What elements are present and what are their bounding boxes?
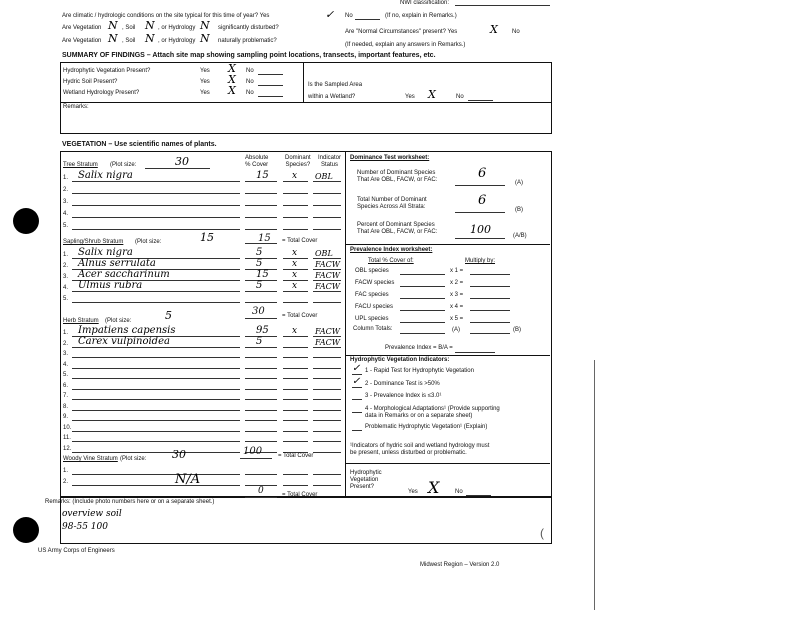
tree-row-line — [72, 229, 240, 230]
shrub-label: Sapling/Shrub Stratum — [63, 239, 124, 245]
vine-row-number: 2. — [63, 479, 69, 485]
herb-row-number: 8. — [63, 403, 69, 410]
summary-hyd-no: No — [246, 90, 254, 96]
vine-total-line — [245, 497, 277, 498]
tree-row-number: 1. — [63, 175, 69, 181]
prevalence-row-mult: x 3 = — [450, 292, 464, 298]
dominance-q2-tag: (B) — [515, 207, 523, 213]
prevalence-tag-a: (A) — [452, 327, 460, 333]
row3-veg-label: Are Vegetation — [62, 38, 102, 44]
prevalence-row-label: FACW species — [355, 280, 395, 286]
shrub-dom-line — [283, 302, 308, 303]
herb-dom-line — [283, 357, 308, 358]
herb-ind-line — [313, 389, 341, 390]
herb-row-line — [72, 399, 240, 400]
tree-label: Tree Stratum — [63, 162, 98, 168]
summary-soil-mark: X — [228, 73, 236, 86]
tree-ind-line — [313, 229, 341, 230]
row3-soil-label: , Soil — [122, 38, 136, 44]
shrub-row-dominant: x — [292, 281, 298, 291]
shrub-cover-line — [245, 302, 277, 303]
remarks-hw1: overview soil — [62, 509, 122, 519]
shrub-row-dominant: x — [292, 248, 298, 258]
herb-row-line — [72, 368, 240, 369]
prevalence-row-label: FACU species — [355, 304, 394, 310]
shrub-row-dominant: x — [292, 259, 298, 269]
herb-cover-line — [245, 389, 277, 390]
sampled-mark: X — [428, 88, 436, 101]
prevalence-row-result-line — [470, 310, 510, 311]
prevalence-row-result-line — [470, 286, 510, 287]
row2-soil-val: N — [145, 19, 155, 32]
summary-veg-no-line — [258, 74, 283, 75]
herb-row-line — [72, 378, 240, 379]
vine-ind-line — [313, 485, 341, 486]
vine-total-cover: = Total Cover — [282, 492, 318, 498]
footer-left: US Army Corps of Engineers — [38, 548, 115, 554]
dominance-q2-line — [455, 212, 505, 213]
hydrophytic-mark: X — [428, 478, 440, 497]
prevalence-row-label: OBL species — [355, 268, 389, 274]
tree-row-line — [72, 217, 240, 218]
herb-row-line — [72, 410, 240, 411]
sampled-no-line — [468, 100, 493, 101]
prevalence-h1: Total % Cover of: — [368, 258, 414, 264]
summary-soil-no: No — [246, 79, 254, 85]
dominance-q1-tag: (A) — [515, 180, 523, 186]
prevalence-row-label: FAC species — [355, 292, 389, 298]
summary-divider-v — [303, 62, 304, 102]
tree-ind-line — [313, 217, 341, 218]
herb-dom-line — [283, 347, 308, 348]
herb-row-cover: 95 — [256, 325, 269, 336]
herb-row-species: Impatiens capensis — [78, 325, 176, 336]
dominance-q1: Number of Dominant Species That Are OBL, FACW, or FAC: — [357, 170, 438, 183]
summary-hyd-no-line — [258, 96, 283, 97]
dominance-q3: Percent of Dominant Species That Are OBL, FACW, or FAC: — [357, 222, 438, 235]
footer-right: Midwest Region – Version 2.0 — [420, 562, 500, 568]
prevalence-row-line — [400, 286, 445, 287]
herb-row-line — [72, 389, 240, 390]
vine-plot-val: 30 — [172, 448, 186, 461]
herb-row-number: 9. — [63, 414, 69, 420]
indicator-check-line — [352, 412, 362, 413]
herb-row-number: 1. — [63, 330, 69, 336]
shrub-row-species: Acer saccharinum — [78, 269, 170, 280]
tree-cover-line — [245, 205, 277, 206]
row2-normal: Are "Normal Circumstances" present? Yes — [345, 29, 458, 35]
shrub-row-cover: 5 — [256, 247, 263, 258]
herb-cover-line — [245, 420, 277, 421]
summary-veg-label: Hydrophytic Vegetation Present? — [63, 68, 151, 74]
shrub-row-number: 4. — [63, 285, 69, 291]
shrub-total-val: 30 — [252, 306, 265, 317]
indicator-text: Problematic Hydrophytic Vegetation¹ (Explain) — [365, 424, 488, 430]
tree-row-line — [72, 205, 240, 206]
prevalence-row-label: UPL species — [355, 316, 389, 322]
veg-divider-v — [345, 151, 346, 496]
vine-row-number: 1. — [63, 468, 69, 474]
tree-cover-line — [245, 217, 277, 218]
shrub-total-cover: = Total Cover — [282, 313, 318, 319]
nwi-label: NWI classification: — [400, 0, 450, 6]
herb-label: Herb Stratum — [63, 318, 99, 324]
tree-row-indicator: OBL — [315, 172, 333, 181]
row2-hyd-val: N — [200, 19, 210, 32]
vine-ind-line — [313, 474, 341, 475]
herb-cover-line — [245, 399, 277, 400]
prevalence-totals: Column Totals: — [353, 326, 393, 332]
prevalence-row-result-line — [470, 274, 510, 275]
tree-plot-val: 30 — [175, 155, 189, 168]
remarks-hw2: 98-55 100 — [62, 522, 108, 532]
herb-dom-line — [283, 368, 308, 369]
prevalence-row-line — [400, 274, 445, 275]
row2-hyd-label: , or Hydrology — [158, 25, 196, 31]
herb-total-val: 100 — [243, 446, 263, 457]
vine-dom-line — [283, 474, 308, 475]
summary-hyd-yes: Yes — [200, 90, 210, 96]
shrub-row-indicator: OBL — [315, 249, 333, 258]
row3-hyd-val: N — [200, 32, 210, 45]
herb-row-number: 7. — [63, 393, 69, 399]
shrub-row-dominant: x — [292, 270, 298, 280]
row1-note: (If no, explain in Remarks.) — [385, 13, 457, 19]
summary-veg-yes: Yes — [200, 68, 210, 74]
summary-hyd-label: Wetland Hydrology Present? — [63, 90, 140, 96]
dominance-q1-line — [455, 185, 505, 186]
herb-cover-line — [245, 378, 277, 379]
dominance-divider — [345, 244, 550, 245]
shrub-row-line — [72, 302, 240, 303]
tree-row-cover: 15 — [256, 170, 269, 181]
summary-remarks: Remarks: — [63, 104, 89, 110]
vine-cover-line — [245, 474, 277, 475]
herb-row-species: Carex vulpinoidea — [78, 335, 170, 347]
shrub-row-cover: 5 — [256, 280, 263, 291]
hydrophytic-no-line — [466, 495, 491, 496]
tree-total-line — [245, 243, 277, 244]
herb-total-line — [240, 458, 272, 459]
sampled-q1: Is the Sampled Area — [308, 82, 363, 88]
herb-cover-line — [245, 410, 277, 411]
herb-row-number: 11. — [63, 435, 71, 441]
prevalence-h2: Multiply by: — [465, 258, 496, 264]
herb-dom-line — [283, 431, 308, 432]
herb-dom-line — [283, 420, 308, 421]
hydrophytic-yes: Yes — [408, 489, 418, 495]
herb-cover-line — [245, 441, 277, 442]
tree-dom-line — [283, 229, 308, 230]
indicator-text: 3 - Prevalence Index is ≤3.0¹ — [365, 393, 442, 399]
shrub-row-number: 1. — [63, 252, 69, 258]
dominance-q1-val: 6 — [478, 166, 487, 181]
shrub-ind-line — [313, 302, 341, 303]
vine-row-line — [72, 485, 240, 486]
summary-hyd-mark: X — [228, 84, 236, 97]
row1-no-line — [355, 19, 380, 20]
tree-row-species: Salix nigra — [78, 170, 133, 181]
herb-plot: (Plot size: — [105, 318, 132, 324]
indicator-text: 2 - Dominance Test is >50% — [365, 381, 440, 387]
tree-plot-line — [145, 168, 210, 169]
herb-row-number: 12. — [63, 445, 72, 452]
tree-ind-line — [313, 193, 341, 194]
indicator-check-line — [352, 430, 362, 431]
tree-total-cover: = Total Cover — [282, 238, 318, 244]
herb-row-number: 10. — [63, 424, 72, 431]
vine-row-line — [72, 474, 240, 475]
prevalence-index: Prevalence Index = B/A = — [385, 345, 453, 351]
shrub-plot: (Plot size: — [135, 239, 162, 245]
herb-plot-val: 5 — [165, 309, 172, 322]
row1-no-label: No — [345, 13, 353, 19]
page-edge-line — [594, 360, 595, 610]
prev-index-line — [455, 352, 495, 353]
herb-ind-line — [313, 378, 341, 379]
shrub-row-species: Salix nigra — [78, 247, 133, 258]
punch-hole-bottom — [13, 517, 39, 543]
col-indicator: Indicator Status — [318, 155, 342, 168]
tree-total-val: 15 — [258, 233, 271, 244]
herb-row-line — [72, 420, 240, 421]
herb-row-number: 5. — [63, 372, 69, 378]
indicator-check-line — [352, 399, 362, 400]
shrub-row-number: 2. — [63, 263, 69, 269]
herb-row-number: 3. — [63, 351, 69, 357]
row2-disturbed: significantly disturbed? — [218, 25, 279, 31]
row3-problematic: naturally problematic? — [218, 38, 277, 44]
indicator-check-mark: ✓ — [352, 376, 361, 387]
vine-total-val: 0 — [258, 486, 264, 496]
herb-cover-line — [245, 368, 277, 369]
shrub-row-species: Ulmus rubra — [78, 280, 143, 291]
shrub-row-number: 5. — [63, 296, 69, 302]
shrub-plot-val: 15 — [200, 231, 214, 244]
tree-cover-line — [245, 229, 277, 230]
punch-hole-top — [13, 208, 39, 234]
tree-row-number: 4. — [63, 211, 69, 217]
row3-hyd-label: , or Hydrology — [158, 38, 196, 44]
nwi-line — [455, 5, 550, 6]
tree-row-number: 5. — [63, 223, 69, 229]
herb-row-line — [72, 431, 240, 432]
herb-row-number: 6. — [63, 382, 69, 389]
vine-dom-line — [283, 485, 308, 486]
tree-row-number: 2. — [63, 187, 69, 193]
tree-dom-line — [283, 193, 308, 194]
herb-ind-line — [313, 431, 341, 432]
sampled-no: No — [456, 94, 464, 100]
herb-ind-line — [313, 357, 341, 358]
herb-row-line — [72, 452, 240, 453]
herb-total-cover: = Total Cover — [278, 453, 314, 459]
veg-remarks: Remarks: (Include photo numbers here or on a separate sheet.) — [45, 499, 215, 505]
herb-ind-line — [313, 452, 341, 453]
summary-title: SUMMARY OF FINDINGS – Attach site map showing sampling point locations, transects, important features, etc. — [62, 52, 436, 59]
prevalence-row-line — [400, 322, 445, 323]
prevalence-row-mult: x 1 = — [450, 268, 464, 274]
dominance-q3-tag: (A/B) — [513, 233, 527, 239]
summary-soil-label: Hydric Soil Present? — [63, 79, 118, 85]
row2-yes-mark: X — [490, 23, 498, 36]
tree-row-dominant: x — [292, 171, 298, 181]
herb-row-line — [72, 441, 240, 442]
prevalence-title: Prevalence Index worksheet: — [350, 247, 433, 253]
tree-row-line — [72, 193, 240, 194]
shrub-row-cover: 15 — [256, 269, 269, 280]
indicator-text: 4 - Morphological Adaptations¹ (Provide supporting data in Remarks or on a separate sheet) — [365, 406, 500, 419]
herb-cover-line — [245, 431, 277, 432]
hydrophytic-q: Hydrophytic Vegetation Present? — [350, 470, 382, 490]
tree-dom-line — [283, 217, 308, 218]
dominance-q3-val: 100 — [470, 223, 491, 236]
prevalence-row-line — [400, 298, 445, 299]
herb-ind-line — [313, 399, 341, 400]
shrub-row-indicator: FACW — [315, 271, 340, 280]
vine-label: Woody Vine Stratum — [63, 456, 118, 462]
row3-soil-val: N — [145, 32, 155, 45]
row2-veg-label: Are Vegetation — [62, 25, 102, 31]
dominance-title: Dominance Test worksheet: — [350, 155, 430, 161]
tree-dom-line — [283, 205, 308, 206]
prev-total-b-line — [470, 333, 510, 334]
prevalence-row-result-line — [470, 322, 510, 323]
prevalence-row-mult: x 2 = — [450, 280, 464, 286]
herb-dom-line — [283, 410, 308, 411]
herb-ind-line — [313, 410, 341, 411]
dominance-q2: Total Number of Dominant Species Across All Strata: — [357, 197, 427, 210]
prevalence-tag-b: (B) — [513, 327, 521, 333]
prevalence-row-line — [400, 310, 445, 311]
herb-row-line — [72, 357, 240, 358]
indicators-footnote: ¹Indicators of hydric soil and wetland hydrology must be present, unless disturbed or problematic. — [350, 443, 490, 456]
prevalence-row-mult: x 4 = — [450, 304, 464, 310]
herb-ind-line — [313, 420, 341, 421]
summary-veg-mark: X — [228, 62, 236, 75]
prevalence-row-mult: x 5 = — [450, 316, 464, 322]
herb-dom-line — [283, 399, 308, 400]
header-row1: Are climatic / hydrologic conditions on the site typical for this time of year? Yes — [62, 13, 270, 19]
herb-row-indicator: FACW — [315, 337, 340, 347]
herb-dom-line — [283, 389, 308, 390]
indicators-divider — [345, 463, 550, 464]
summary-soil-yes: Yes — [200, 79, 210, 85]
tree-row-number: 3. — [63, 199, 69, 205]
col-dominant: Dominant Species? — [285, 155, 311, 168]
sampled-yes: Yes — [405, 94, 415, 100]
herb-ind-line — [313, 441, 341, 442]
herb-row-dominant: x — [292, 326, 298, 336]
indicator-text: 1 - Rapid Test for Hydrophytic Vegetation — [365, 368, 474, 374]
edge-mark: ( — [540, 526, 544, 540]
row2-soil-label: , Soil — [122, 25, 136, 31]
shrub-row-indicator: FACW — [315, 260, 340, 269]
herb-dom-line — [283, 378, 308, 379]
prevalence-row-result-line — [470, 298, 510, 299]
herb-cover-line — [245, 357, 277, 358]
hydrophytic-no: No — [455, 489, 463, 495]
shrub-row-number: 3. — [63, 274, 69, 280]
tree-ind-line — [313, 205, 341, 206]
summary-veg-no: No — [246, 68, 254, 74]
indicator-check-mark: ✓ — [352, 363, 361, 374]
summary-divider-h — [60, 102, 551, 103]
prev-total-a-line — [400, 333, 445, 334]
herb-row-cover: 5 — [256, 335, 263, 347]
shrub-row-species: Alnus serrulata — [78, 258, 156, 269]
veg-title: VEGETATION – Use scientific names of plants. — [62, 141, 217, 148]
vine-plot: (Plot size: — [120, 456, 147, 462]
herb-row-indicator: FACW — [315, 327, 340, 336]
prevalence-divider — [345, 355, 550, 356]
row3-veg-val: N — [108, 32, 118, 45]
shrub-row-indicator: FACW — [315, 282, 340, 291]
vine-na: N/A — [175, 472, 201, 487]
shrub-total-line — [245, 318, 277, 319]
sampled-q2: within a Wetland? — [308, 94, 356, 100]
dominance-q3-line — [455, 238, 505, 239]
indicators-title: Hydrophytic Vegetation Indicators: — [350, 357, 450, 363]
herb-dom-line — [283, 441, 308, 442]
tree-cover-line — [245, 193, 277, 194]
dominance-q2-val: 6 — [478, 193, 487, 208]
herb-row-number: 4. — [63, 361, 69, 368]
tree-plot: (Plot size: — [110, 162, 137, 168]
col-absolute: Absolute % Cover — [245, 155, 269, 168]
herb-row-number: 2. — [63, 340, 69, 347]
row2-no: No — [512, 29, 520, 35]
row2-veg-val: N — [108, 19, 118, 32]
herb-ind-line — [313, 368, 341, 369]
summary-soil-no-line — [258, 85, 283, 86]
shrub-row-cover: 5 — [256, 258, 263, 269]
row3-explain: (If needed, explain any answers in Remarks.) — [345, 42, 466, 48]
row1-yes-mark: ✓ — [325, 8, 335, 21]
